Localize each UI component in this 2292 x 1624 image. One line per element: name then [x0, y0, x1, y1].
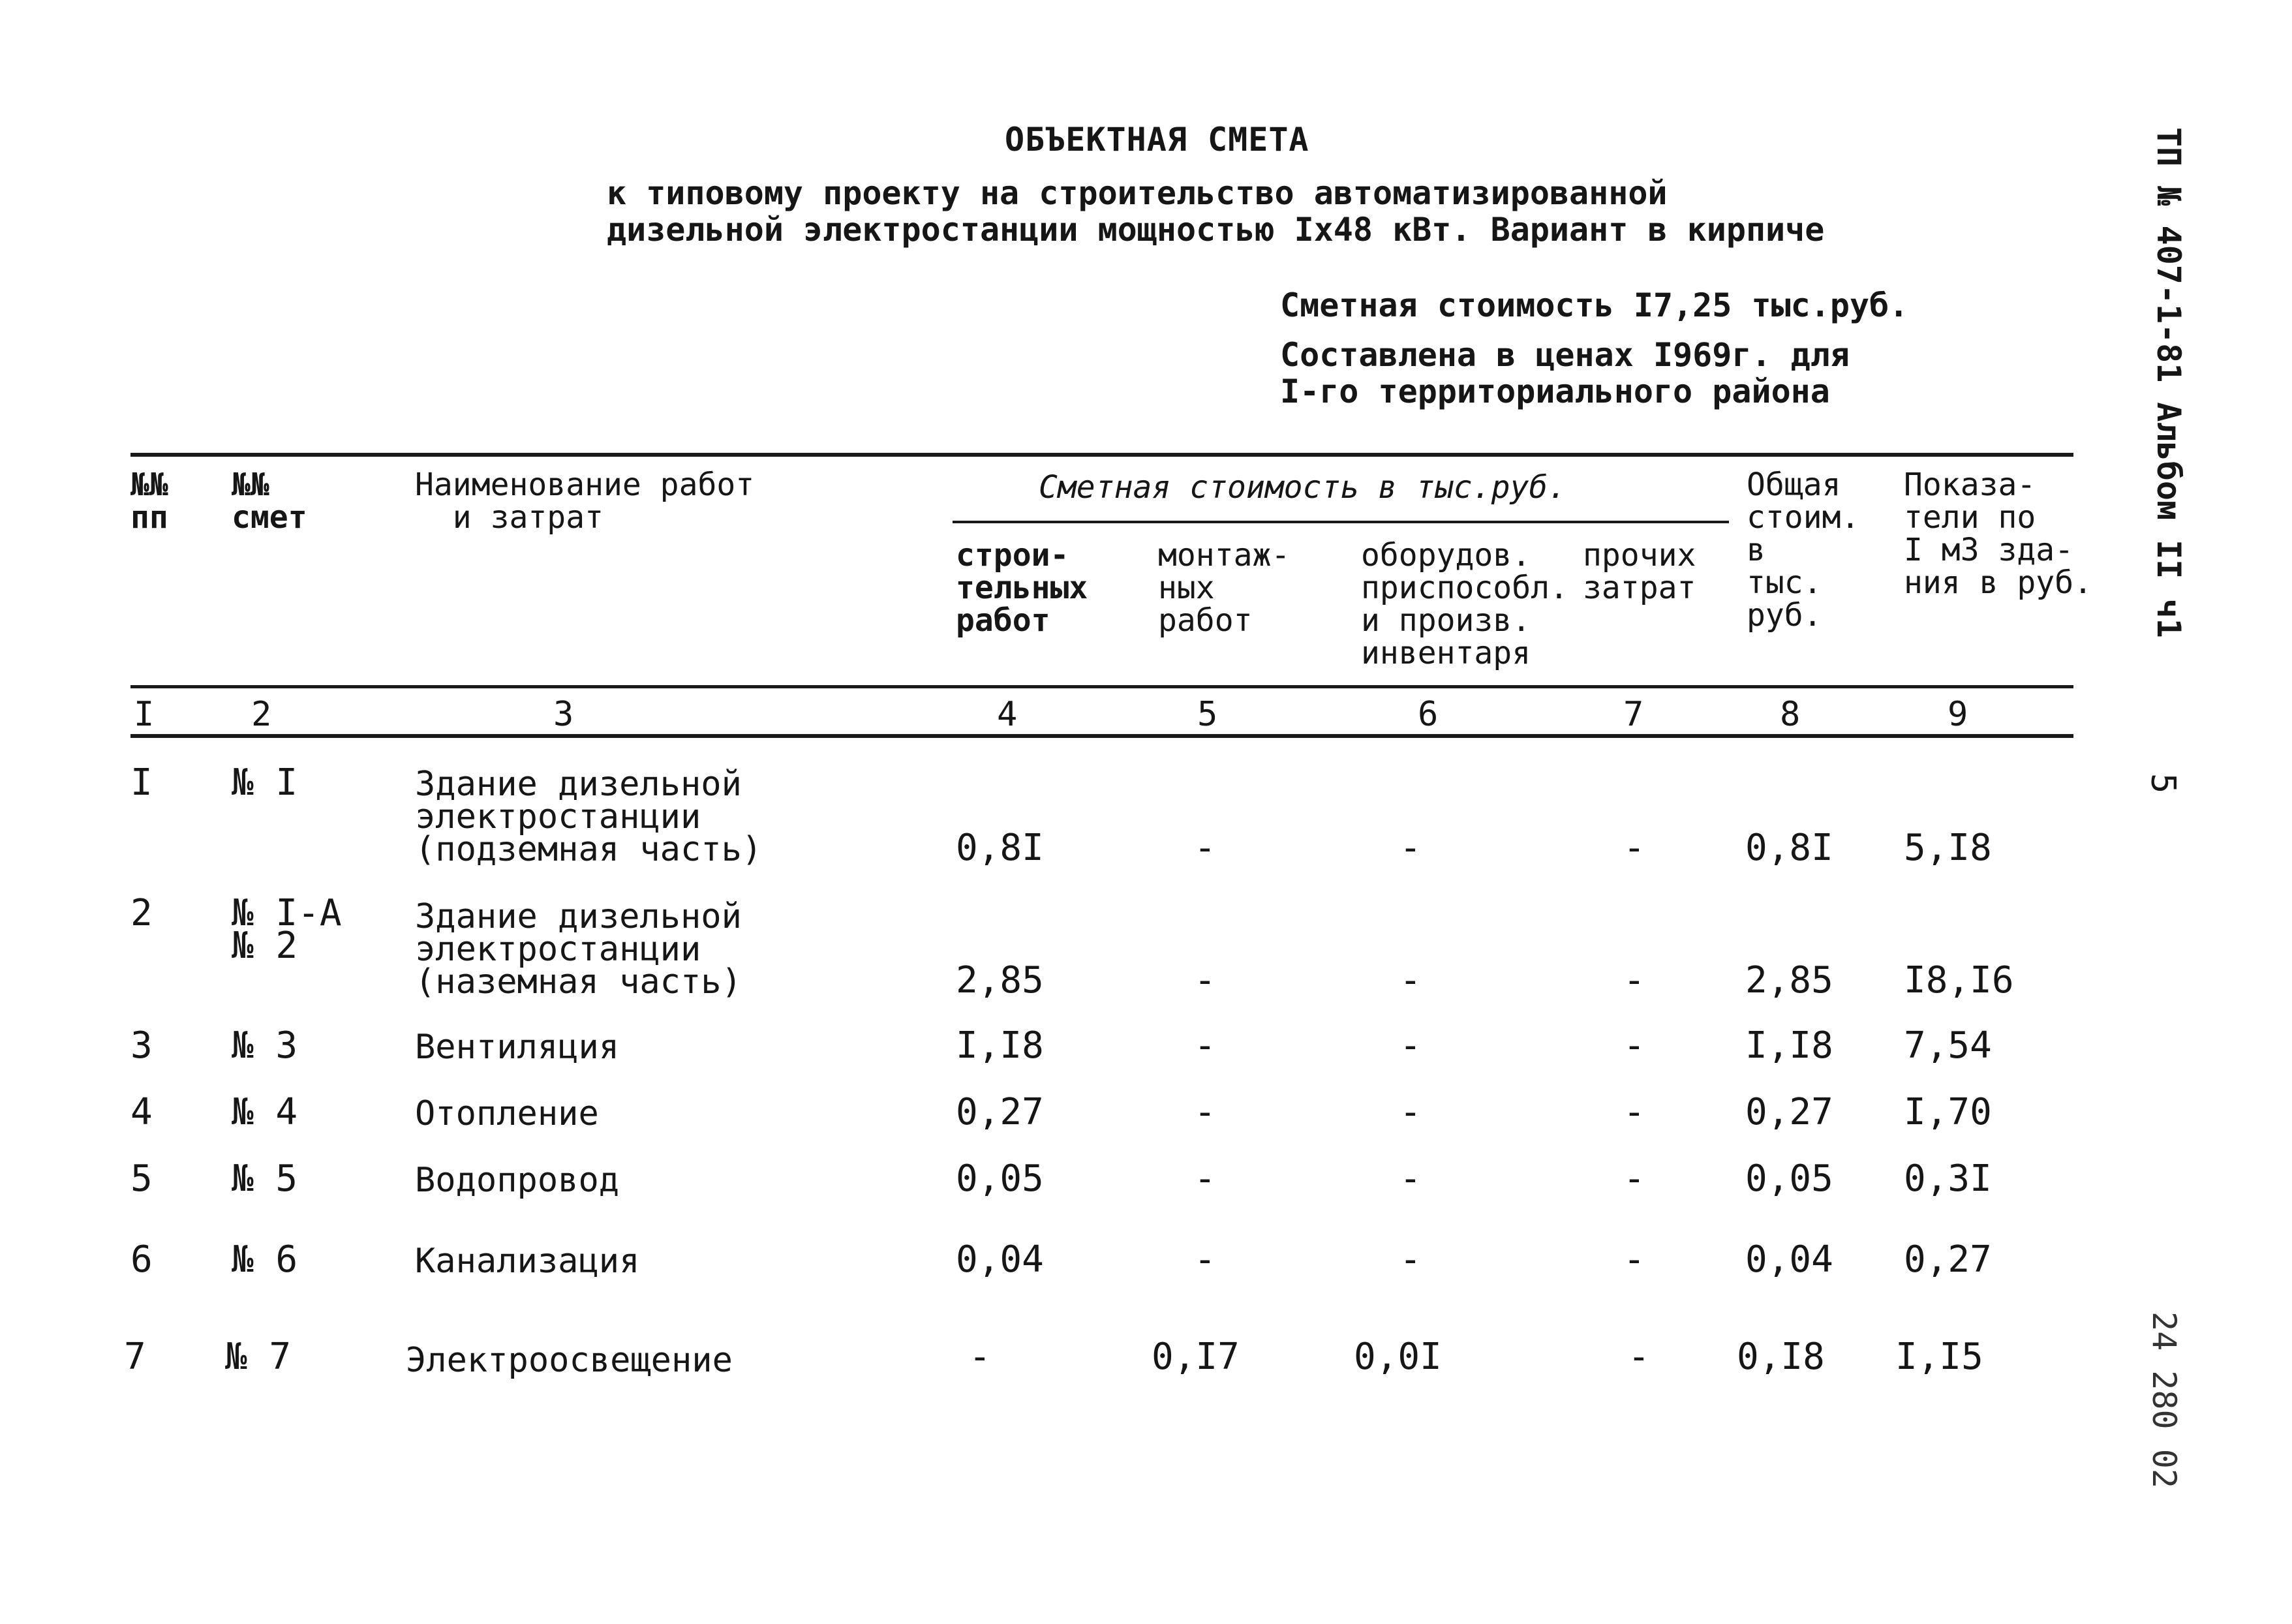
row-other: - [1623, 1024, 1645, 1067]
row-total: 0,I8 [1737, 1336, 1825, 1378]
row-name: Электроосвещение [406, 1341, 733, 1380]
column-number: 3 [553, 695, 574, 734]
column-number: 6 [1418, 695, 1439, 734]
row-other: - [1623, 959, 1645, 1002]
side-code: 24 280 02 [2145, 1311, 2183, 1488]
header-total: Общая стоим. в тыс. руб. [1747, 467, 1860, 634]
row-other: - [1623, 1238, 1645, 1281]
header-group: Сметная стоимость в тыс.руб. [1039, 469, 1567, 506]
row-total: 0,8I [1745, 827, 1833, 869]
estimated-cost: Сметная стоимость I7,25 тыс.руб. [1280, 286, 1909, 324]
row-equip: - [1399, 1091, 1422, 1133]
row-total: I,I8 [1745, 1024, 1833, 1067]
compiled-line-1: Составлена в ценах I969г. для [1280, 336, 1850, 374]
row-build: 0,05 [956, 1157, 1044, 1200]
row-name: Вентиляция [415, 1028, 620, 1067]
column-number: I [134, 695, 155, 734]
row-other: - [1628, 1336, 1650, 1378]
row-indicator: I8,I6 [1904, 959, 2014, 1002]
row-build: - [969, 1336, 991, 1378]
column-number: 7 [1623, 695, 1644, 734]
compiled-line-2: I-го территориального района [1280, 373, 1830, 410]
row-other: - [1623, 827, 1645, 869]
column-number: 4 [997, 695, 1018, 734]
row-smeta: № 5 [232, 1157, 298, 1200]
document-title: ОБЪЕКТНАЯ СМЕТА [1005, 121, 1309, 159]
row-num: 6 [130, 1238, 153, 1281]
row-mount: - [1194, 959, 1216, 1002]
row-other: - [1623, 1091, 1645, 1133]
row-equip: - [1399, 1238, 1422, 1281]
row-name: Канализация [415, 1242, 640, 1281]
row-equip: 0,0I [1354, 1336, 1442, 1378]
row-smeta: № I [232, 761, 298, 804]
row-equip: - [1399, 1024, 1422, 1067]
row-name: Здание дизельной электростанции (наземная часть) [415, 897, 742, 1002]
header-other: прочих затрат [1583, 537, 1696, 606]
row-build: 2,85 [956, 959, 1044, 1002]
row-smeta: № I-А № 2 [232, 892, 342, 967]
header-smeta: №№ смет [232, 467, 307, 536]
row-mount: - [1194, 827, 1216, 869]
column-number: 8 [1780, 695, 1801, 734]
header-bottom-rule [130, 685, 2073, 688]
row-total: 0,04 [1745, 1238, 1833, 1281]
side-page-number: 5 [2143, 773, 2182, 794]
row-indicator: I,70 [1904, 1091, 1992, 1133]
row-num: 3 [130, 1024, 153, 1067]
row-mount: - [1194, 1024, 1216, 1067]
row-total: 0,27 [1745, 1091, 1833, 1133]
row-mount: - [1194, 1157, 1216, 1200]
row-indicator: 0,27 [1904, 1238, 1992, 1281]
compiled-note [1280, 337, 1850, 410]
group-header-rule [953, 521, 1729, 523]
header-mount: монтаж- ных работ [1158, 537, 1291, 639]
row-total: 0,05 [1745, 1157, 1833, 1200]
header-indicators: Показа- тели по I м3 зда- ния в руб. [1904, 467, 2092, 601]
header-num: №№ пп [130, 467, 168, 536]
subtitle-line-2: дизельной электростанции мощностью Iх48 кВт. Вариант в кирпиче [607, 211, 1825, 249]
row-equip: - [1399, 959, 1422, 1002]
row-name: Здание дизельной электростанции (подземная часть) [415, 765, 763, 869]
subtitle-line-1: к типовому проекту на строительство автоматизированной [607, 174, 1668, 212]
row-indicator: 0,3I [1904, 1157, 1992, 1200]
row-num: 7 [124, 1336, 146, 1378]
header-build: строи- тельных работ [956, 537, 1088, 639]
document-subtitle [607, 175, 1824, 248]
row-smeta: № 7 [225, 1336, 292, 1378]
row-indicator: 5,I8 [1904, 827, 1992, 869]
column-number: 5 [1197, 695, 1218, 734]
row-smeta: № 4 [232, 1091, 298, 1133]
column-numbers-rule [130, 734, 2073, 738]
row-name: Отопление [415, 1094, 599, 1133]
row-build: 0,8I [956, 827, 1044, 869]
column-number: 9 [1948, 695, 1968, 734]
row-equip: - [1399, 827, 1422, 869]
side-reference: ТП № 407-1-81 Альбом II ч1 [2150, 127, 2188, 638]
row-mount: 0,I7 [1152, 1336, 1240, 1378]
row-name: Водопровод [415, 1161, 620, 1200]
row-mount: - [1194, 1238, 1216, 1281]
row-equip: - [1399, 1157, 1422, 1200]
row-num: 4 [130, 1091, 153, 1133]
table-top-rule [130, 453, 2073, 457]
row-total: 2,85 [1745, 959, 1833, 1002]
header-equip: оборудов. приспособл. и произв. инвентаря [1361, 537, 1568, 671]
row-other: - [1623, 1157, 1645, 1200]
row-num: I [130, 761, 153, 804]
row-smeta: № 3 [232, 1024, 298, 1067]
row-build: 0,04 [956, 1238, 1044, 1281]
row-build: I,I8 [956, 1024, 1044, 1067]
column-number: 2 [251, 695, 272, 734]
row-num: 5 [130, 1157, 153, 1200]
header-name: Наименование работ и затрат [415, 467, 755, 536]
row-build: 0,27 [956, 1091, 1044, 1133]
row-indicator: I,I5 [1895, 1336, 1983, 1378]
row-indicator: 7,54 [1904, 1024, 1992, 1067]
row-smeta: № 6 [232, 1238, 298, 1281]
row-num: 2 [130, 892, 153, 934]
row-mount: - [1194, 1091, 1216, 1133]
